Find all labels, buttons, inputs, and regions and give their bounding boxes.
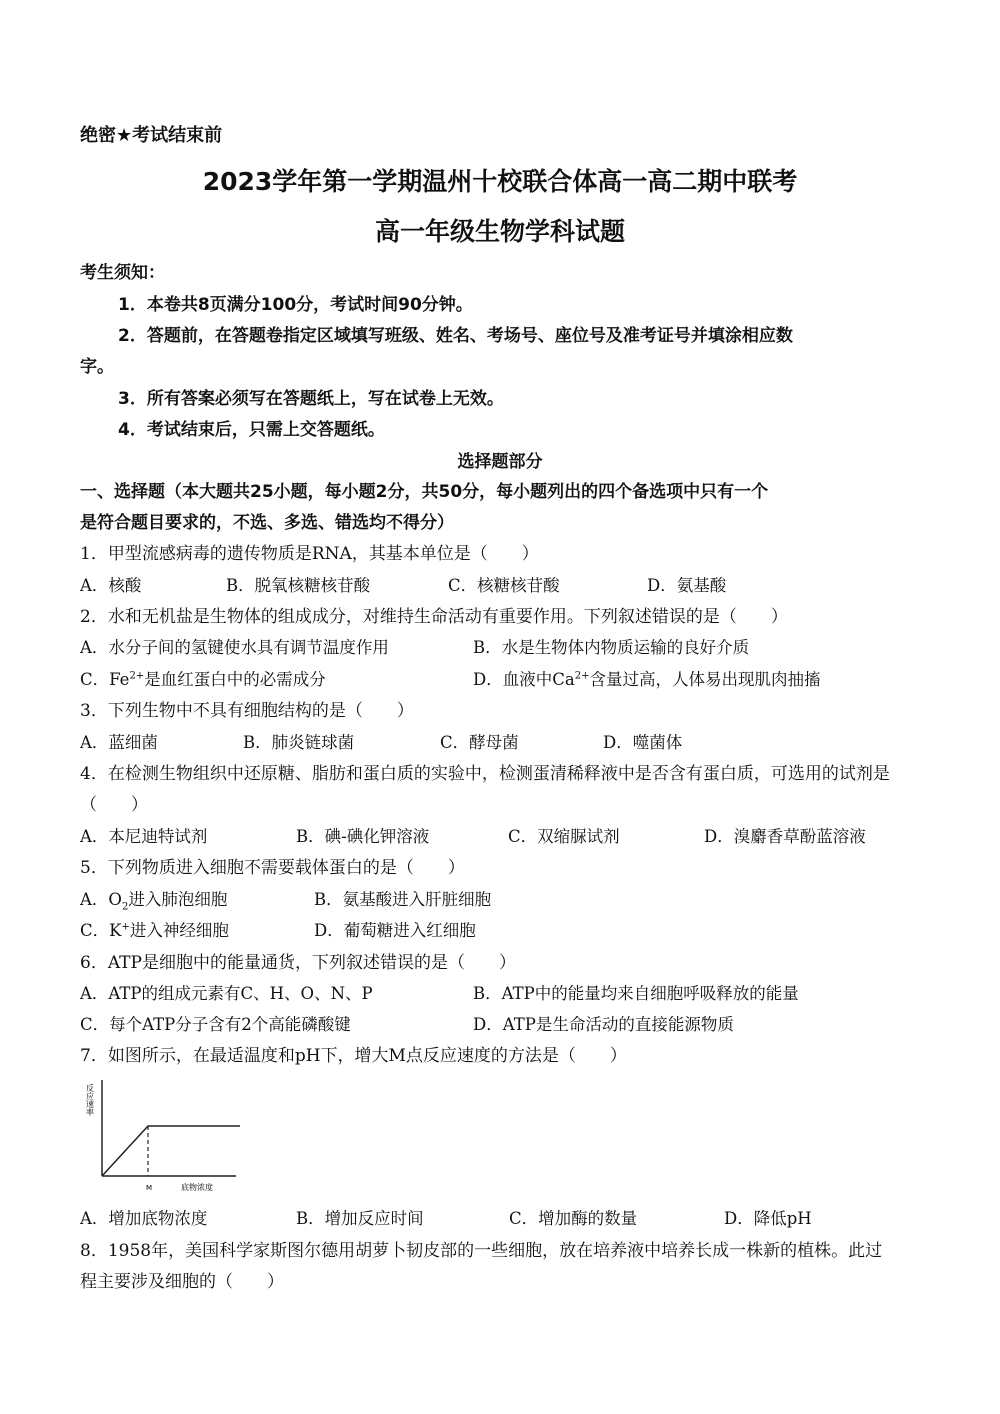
q4-option-d: D．溴麝香草酚蓝溶液 [704, 827, 866, 846]
y-axis-label: 反应速率 [85, 1084, 95, 1116]
x-axis-label: 底物浓度 [181, 1183, 213, 1192]
notice-item-2-cont: 字。 [80, 357, 114, 377]
q2-option-c [80, 668, 326, 692]
m-point-label: M [146, 1184, 153, 1192]
question-1-stem: 1．甲型流感病毒的遗传物质是RNA，其基本单位是（ ） [80, 544, 539, 564]
q2-option-c-pre: C．Fe [80, 670, 130, 689]
q6-option-a: A．ATP的组成元素有C、H、O、N、P [80, 984, 373, 1003]
notice-item-1: 1．本卷共8页满分100分，考试时间90分钟。 [118, 295, 473, 315]
section-heading-cont: 是符合题目要求的，不选、多选、错选均不得分） [80, 513, 454, 533]
q5-option-c-pre: C．K [80, 921, 122, 940]
q5-option-d: D．葡萄糖进入红细胞 [314, 921, 476, 940]
exam-subtitle: 高一年级生物学科试题 [374, 217, 625, 246]
q3-option-c: C．酵母菌 [440, 733, 519, 752]
q5-option-c [80, 919, 229, 943]
q3-option-d: D．噬菌体 [603, 733, 683, 752]
q4-option-b: B．碘-碘化钾溶液 [296, 827, 430, 846]
q2-option-a: A．水分子间的氢键使水具有调节温度作用 [80, 638, 389, 657]
q4-option-c: C．双缩脲试剂 [508, 827, 620, 846]
q5-option-a-pre: A．O [80, 890, 122, 909]
question-7-stem: 7．如图所示，在最适温度和pH下，增大M点反应速度的方法是（ ） [80, 1046, 627, 1066]
question-4-stem: 4．在检测生物组织中还原糖、脂肪和蛋白质的实验中，检测蛋清稀释液中是否含有蛋白质，可选用的试剂是 [80, 764, 890, 784]
q5-option-b: B．氨基酸进入肝脏细胞 [314, 890, 492, 909]
q7-option-c: C．增加酶的数量 [509, 1209, 638, 1228]
q5-option-a-post: 进入肺泡细胞 [128, 890, 228, 909]
question-8-stem-cont: 程主要涉及细胞的（ ） [80, 1272, 284, 1292]
q7-option-a: A．增加底物浓度 [80, 1209, 208, 1228]
q3-option-a: A．蓝细菌 [80, 733, 158, 752]
q7-option-d: D．降低pH [724, 1209, 812, 1228]
q2-option-c-post: 是血红蛋白中的必需成分 [144, 670, 326, 689]
q7-reaction-rate-graph [84, 1076, 254, 1196]
q2-option-d-sup: 2+ [574, 670, 590, 682]
q1-option-a: A．核酸 [80, 576, 142, 595]
question-3-stem: 3．下列生物中不具有细胞结构的是（ ） [80, 701, 414, 721]
section-heading: 一、选择题（本大题共25小题，每小题2分，共50分，每小题列出的四个备选项中只有一个 [80, 482, 769, 502]
q3-option-b: B．肺炎链球菌 [243, 733, 355, 752]
q5-option-a [80, 888, 227, 912]
question-6-stem: 6．ATP是细胞中的能量通货，下列叙述错误的是（ ） [80, 953, 516, 973]
q2-option-d [473, 668, 820, 692]
q1-option-c: C．核糖核苷酸 [448, 576, 560, 595]
exam-title: 2023学年第一学期温州十校联合体高一高二期中联考 [202, 167, 798, 196]
q1-option-b: B．脱氧核糖核苷酸 [226, 576, 371, 595]
question-2-stem: 2．水和无机盐是生物体的组成成分，对维持生命活动有重要作用。下列叙述错误的是（ ） [80, 607, 788, 627]
q2-option-c-sup: 2+ [129, 670, 145, 682]
q2-option-b: B．水是生物体内物质运输的良好介质 [473, 638, 750, 657]
q5-option-c-post: 进入神经细胞 [129, 921, 229, 940]
question-4-stem-cont: （ ） [80, 795, 148, 815]
notice-item-2: 2．答题前，在答题卷指定区域填写班级、姓名、考场号、座位号及准考证号并填涂相应数 [118, 326, 793, 346]
q2-option-d-pre: D．血液中Ca [473, 670, 575, 689]
q5-option-a-sub: 2 [121, 901, 129, 913]
notice-heading: 考生须知： [80, 263, 165, 283]
q2-option-d-post: 含量过高，人体易出现肌肉抽搐 [589, 670, 821, 689]
confidential-label: 绝密★考试结束前 [80, 125, 223, 146]
q1-option-d: D．氨基酸 [647, 576, 727, 595]
notice-item-4: 4．考试结束后，只需上交答题纸。 [118, 420, 385, 440]
rate-curve [102, 1126, 240, 1176]
q6-option-c: C．每个ATP分子含有2个高能磷酸键 [80, 1015, 351, 1034]
question-5-stem: 5．下列物质进入细胞不需要载体蛋白的是（ ） [80, 858, 465, 878]
notice-item-3: 3．所有答案必须写在答题纸上，写在试卷上无效。 [118, 389, 504, 409]
q6-option-d: D．ATP是生命活动的直接能源物质 [473, 1015, 734, 1034]
section-label: 选择题部分 [457, 452, 543, 472]
question-8-stem: 8．1958年，美国科学家斯图尔德用胡萝卜韧皮部的一些细胞，放在培养液中培养长成一株新的植株。此过 [80, 1241, 883, 1261]
q4-option-a: A．本尼迪特试剂 [80, 827, 208, 846]
q7-option-b: B．增加反应时间 [296, 1209, 424, 1228]
q5-option-c-sup: + [121, 921, 130, 933]
q6-option-b: B．ATP中的能量均来自细胞呼吸释放的能量 [473, 984, 799, 1003]
